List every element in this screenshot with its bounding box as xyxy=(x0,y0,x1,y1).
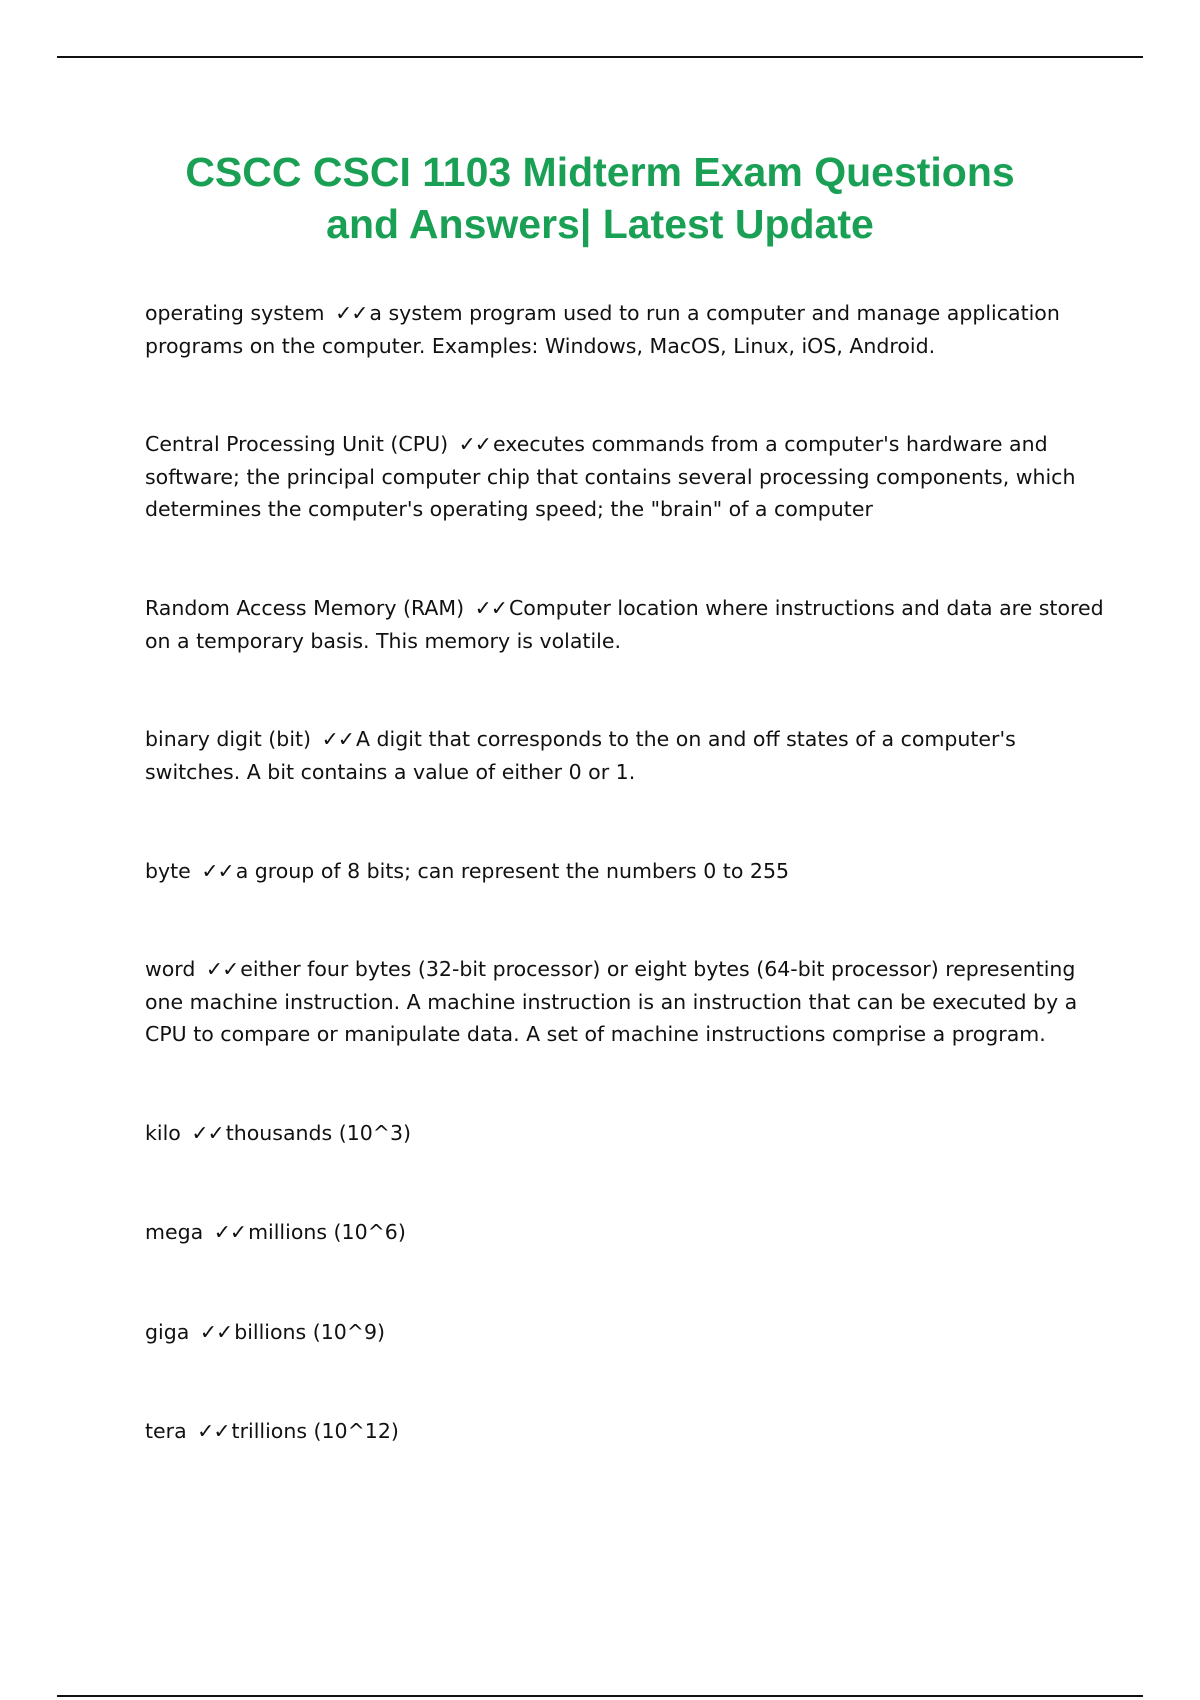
qa-item-kilo xyxy=(145,1117,1105,1150)
term: mega xyxy=(145,1220,204,1244)
definition: trillions (10^12) xyxy=(231,1419,399,1443)
check-marks-icon: ✓✓ xyxy=(197,1419,230,1443)
qa-item-giga xyxy=(145,1316,1105,1349)
definition: either four bytes (32-bit processor) or eight bytes (64-bit processor) representing one machine instruction. A machine instruction is an instruction that can be executed by a CPU to compare or manipulate data. A set of machine instructions comprise a program. xyxy=(145,957,1078,1046)
check-marks-icon: ✓✓ xyxy=(205,957,239,981)
term: word xyxy=(145,957,196,981)
qa-item-word xyxy=(145,953,1105,1051)
definition: billions (10^9) xyxy=(234,1320,386,1344)
term: Central Processing Unit (CPU) xyxy=(145,432,449,456)
qa-item-byte xyxy=(145,855,1105,888)
term: byte xyxy=(145,859,191,883)
definition: thousands (10^3) xyxy=(225,1121,412,1145)
check-marks-icon: ✓✓ xyxy=(321,727,354,751)
page-title xyxy=(100,146,1100,250)
title-line-1: CSCC CSCI 1103 Midterm Exam Questions xyxy=(185,149,1015,195)
term: kilo xyxy=(145,1121,181,1145)
definition: millions (10^6) xyxy=(248,1220,406,1244)
bottom-rule xyxy=(57,1695,1143,1697)
qa-item-ram xyxy=(145,592,1105,657)
check-marks-icon: ✓✓ xyxy=(213,1220,247,1244)
term: binary digit (bit) xyxy=(145,727,312,751)
check-marks-icon: ✓✓ xyxy=(191,1121,224,1145)
qa-item-tera xyxy=(145,1415,1105,1448)
definition: a group of 8 bits; can represent the numbers 0 to 255 xyxy=(235,859,790,883)
definition: Computer location where instructions and data are stored on a temporary basis. This memory is volatile. xyxy=(145,596,1104,653)
check-marks-icon: ✓✓ xyxy=(335,301,368,325)
term: tera xyxy=(145,1419,187,1443)
top-rule xyxy=(57,56,1143,58)
qa-item-bit xyxy=(145,723,1105,788)
check-marks-icon: ✓✓ xyxy=(199,1320,233,1344)
check-marks-icon: ✓✓ xyxy=(458,432,491,456)
title-line-2: and Answers| Latest Update xyxy=(326,201,874,247)
term: giga xyxy=(145,1320,190,1344)
definition: a system program used to run a computer and manage application programs on the computer. Examples: Windows, MacOS, Linux, iOS, Android. xyxy=(145,301,1060,358)
check-marks-icon: ✓✓ xyxy=(474,596,507,620)
term: Random Access Memory (RAM) xyxy=(145,596,465,620)
check-marks-icon: ✓✓ xyxy=(201,859,234,883)
term: operating system xyxy=(145,301,325,325)
qa-item-mega xyxy=(145,1216,1105,1249)
definition: A digit that corresponds to the on and off states of a computer's switches. A bit contains a value of either 0 or 1. xyxy=(145,727,1016,784)
qa-item-cpu xyxy=(145,428,1105,526)
definition: executes commands from a computer's hardware and software; the principal computer chip that contains several processing components, which determines the computer's operating speed; the "brain" of a computer xyxy=(145,432,1076,521)
qa-item-operating-system xyxy=(145,297,1105,362)
